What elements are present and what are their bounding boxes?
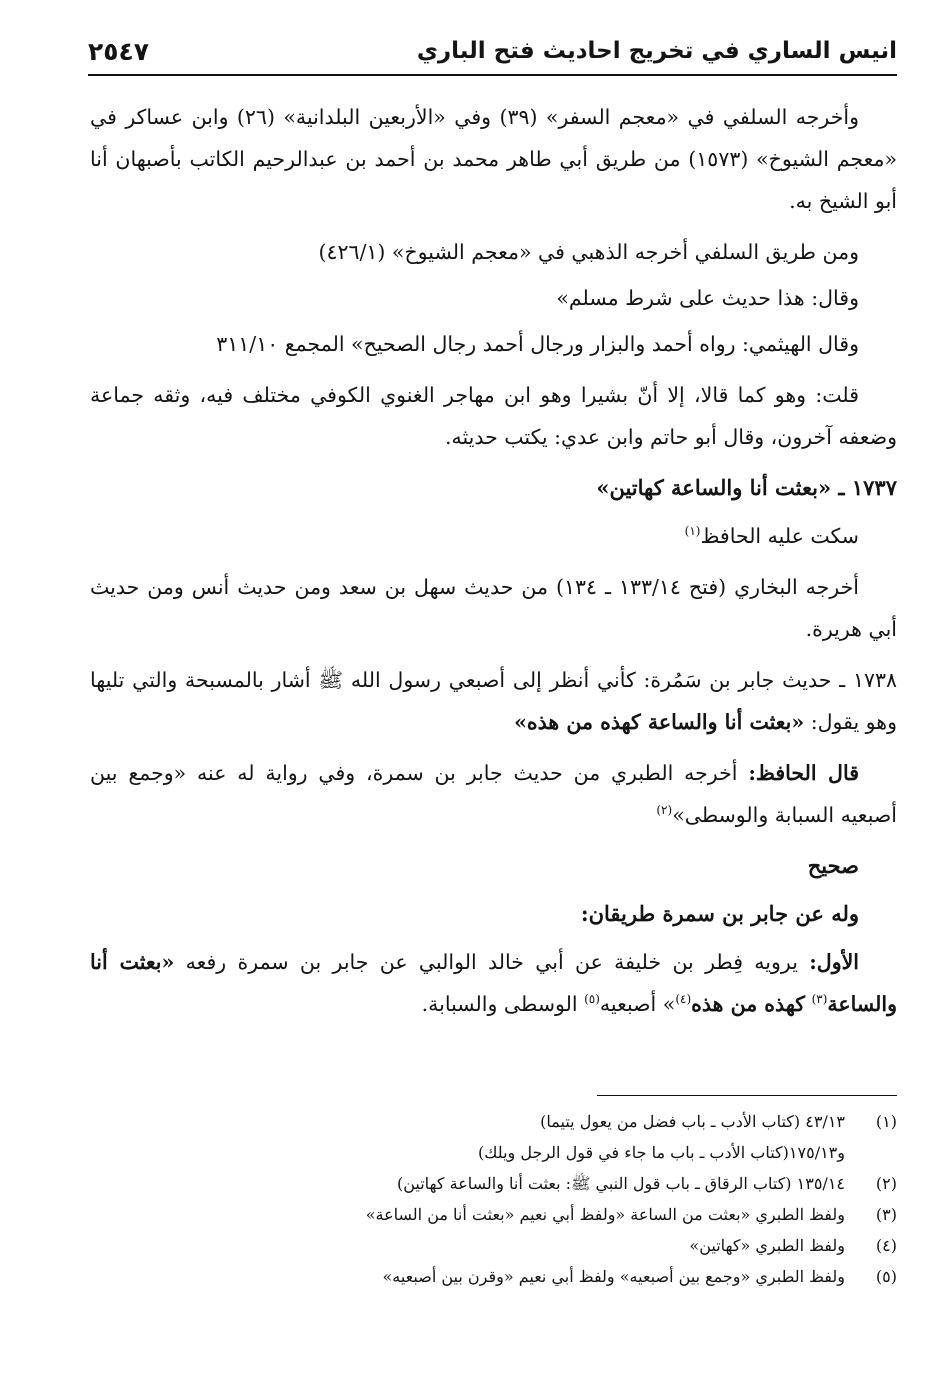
- hadith-1738-matn: «بعثت أنا والساعة كهذه من هذه»: [514, 710, 805, 734]
- main-text: [90, 96, 897, 1034]
- hadith-entry-1738: [90, 659, 897, 743]
- hadith-1738-text: ١٧٣٨ ـ حديث جابر بن سَمُرة: كأني أنظر إلى أصبعي رسول الله ﷺ أشار بالمسبحة والتي تليها وهو يقول:: [90, 668, 897, 734]
- hafiz-tabari-text: أخرجه الطبري من حديث جابر بن سمرة، وفي رواية له عنه «وجمع بين أصبعيه السبابة والوسطى»: [90, 761, 897, 827]
- footnote-text: ١٣٥/١٤ (كتاب الرقاق ـ باب قول النبي ﷺ: بعثت أنا والساعة كهاتين): [396, 1174, 845, 1193]
- paragraph-hafiz-tabari: [90, 752, 897, 836]
- page-number: ٢٥٤٧: [88, 36, 150, 66]
- paragraph-qultu: قلت: وهو كما قالا، إلا أنّ بشيرا وهو ابن مهاجر الغنوي الكوفي مختلف فيه، وثقه جماعة وضعفه آخرون، وقال أبو حاتم وابن عدي: يكتب حديثه.: [90, 383, 897, 449]
- footnote-ref-2: (٢): [656, 803, 673, 818]
- footnote-number: (٤): [875, 1236, 897, 1255]
- paragraph-dhahabi: ومن طريق السلفي أخرجه الذهبي في «معجم الشيوخ» (٤٢٦/١): [318, 240, 859, 264]
- footnote-1-continuation: و١٧٥/١٣(كتاب الأدب ـ باب ما جاء في قول الرجل ويلك): [478, 1143, 845, 1162]
- first-path-matn-a: «بعثت أنا والساعة: [90, 950, 897, 1016]
- footnote-text: ولفظ الطبري «كهاتين»: [689, 1236, 845, 1255]
- paragraph-dhahabi-ruling: وقال: هذا حديث على شرط مسلم»: [556, 286, 859, 310]
- footnote-number: (٢): [875, 1174, 897, 1193]
- footnote-5: [100, 1261, 897, 1292]
- footnote-number: (١): [875, 1112, 897, 1131]
- footnote-ref-3: (٣): [811, 992, 828, 1007]
- hafiz-silent-text: سكت عليه الحافظ: [700, 524, 859, 548]
- first-path-asbaihi: » أصبعيه: [599, 992, 676, 1016]
- footnote-ref-5: (٥): [584, 992, 600, 1007]
- footnote-4: [100, 1230, 897, 1261]
- footnotes: [100, 1106, 897, 1292]
- footnote-number: (٣): [875, 1205, 897, 1224]
- footnote-text: ولفظ الطبري «وجمع بين أصبعيه» ولفظ أبي نعيم «وقرن بين أصبعيه»: [382, 1267, 845, 1286]
- paragraph-salafi-takhrij: وأخرجه السلفي في «معجم السفر» (٣٩) وفي «الأربعين البلدانية» (٢٦) وابن عساكر في «معجم الشيوخ» (١٥٧٣) من طريق أبي طاهر محمد بن أحمد بن عبدالرحيم الكاتب بأصبهان أنا أبو الشيخ به.: [90, 105, 897, 213]
- paths-heading: وله عن جابر بن سمرة طريقان:: [580, 901, 859, 926]
- footnote-1: [100, 1106, 897, 1137]
- hafiz-label: قال الحافظ:: [748, 761, 859, 785]
- footnote-2: [100, 1168, 897, 1199]
- book-title: انيس الساري في تخريج احاديث فتح الباري: [416, 38, 897, 64]
- paragraph-bukhari: أخرجه البخاري (فتح ١٣٣/١٤ ـ ١٣٤) من حديث سهل بن سعد ومن حديث أنس ومن حديث أبي هريرة.: [90, 575, 897, 641]
- first-path-chain: يرويه فِطر بن خليفة عن أبي خالد الوالبي عن جابر بن سمرة رفعه: [185, 950, 798, 974]
- footnote-ref-1: (١): [684, 524, 701, 539]
- first-path-label: الأول:: [809, 950, 859, 974]
- footnote-number: (٥): [875, 1267, 897, 1286]
- footnote-text: ولفظ الطبري «بعثت من الساعة «ولفظ أبي نعيم «بعثت أنا من الساعة»: [365, 1205, 845, 1224]
- paragraph-first-path: [90, 941, 897, 1025]
- hadith-heading-1737: ١٧٣٧ ـ «بعثت أنا والساعة كهاتين»: [596, 475, 897, 500]
- running-header: [88, 28, 897, 76]
- footnote-divider: [597, 1095, 897, 1096]
- footnote-ref-4: (٤): [675, 992, 692, 1007]
- paragraph-hafiz-silent: [90, 515, 897, 557]
- footnote-3: [100, 1199, 897, 1230]
- footnote-text: ٤٣/١٣ (كتاب الأدب ـ باب فضل من يعول يتيما): [540, 1112, 845, 1131]
- first-path-matn-b: كهذه من هذه: [691, 992, 806, 1016]
- grade-heading: صحيح: [807, 853, 859, 878]
- paragraph-haythami: وقال الهيثمي: رواه أحمد والبزار ورجال أحمد رجال الصحيح» المجمع ٣١١/١٠: [216, 332, 859, 356]
- first-path-end: الوسطى والسبابة.: [421, 992, 578, 1016]
